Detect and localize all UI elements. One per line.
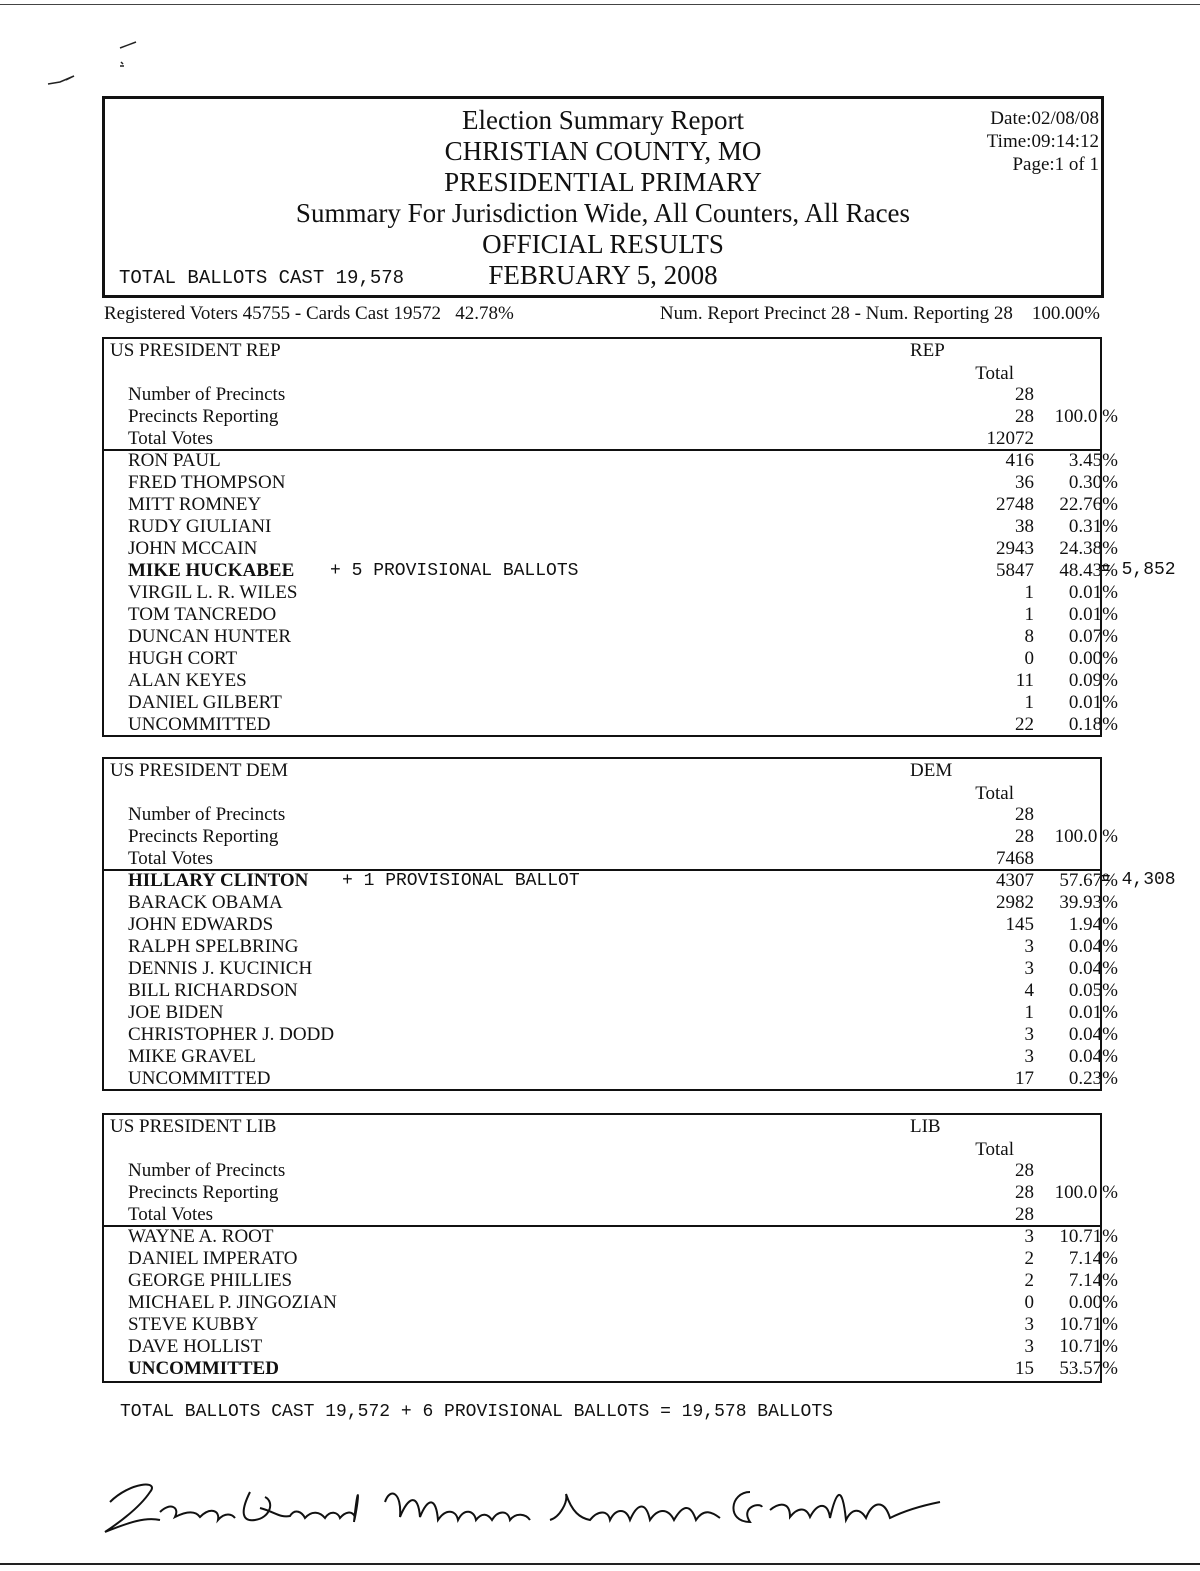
county-name: CHRISTIAN COUNTY, MO	[444, 136, 762, 166]
race-party: REP	[910, 340, 945, 361]
row-votes: 7468	[996, 848, 1034, 869]
election-name: PRESIDENTIAL PRIMARY	[444, 167, 762, 197]
row-percent: 0.31%	[1068, 516, 1118, 537]
row-percent: 0.04%	[1068, 1046, 1118, 1067]
row-label: Number of Precincts	[128, 384, 286, 405]
candidate-row	[128, 980, 1118, 1002]
row-percent: 0.30%	[1068, 472, 1118, 493]
row-label: UNCOMMITTED	[128, 1068, 271, 1089]
row-label: STEVE KUBBY	[128, 1314, 259, 1335]
row-percent: 100.0 %	[1054, 1182, 1118, 1203]
row-label: RON PAUL	[128, 450, 221, 471]
candidate-row	[128, 936, 1118, 958]
stat-row	[128, 1182, 1118, 1204]
adjusted-total-rep: = 5,852	[1100, 560, 1176, 580]
row-votes: 2	[1024, 1270, 1034, 1291]
candidate-row	[128, 1002, 1118, 1024]
row-votes: 15	[1015, 1358, 1034, 1379]
row-label: MICHAEL P. JINGOZIAN	[128, 1292, 337, 1313]
stat-row	[128, 384, 1100, 406]
row-label: Precincts Reporting	[128, 406, 279, 427]
row-votes: 36	[1015, 472, 1034, 493]
election-date: FEBRUARY 5, 2008	[488, 260, 718, 290]
row-percent: 0.01%	[1068, 582, 1118, 603]
summary-scope: Summary For Jurisdiction Wide, All Counters, All Races	[295, 198, 911, 228]
adjusted-total-dem: = 4,308	[1100, 870, 1176, 890]
race-title: US PRESIDENT LIB	[110, 1116, 277, 1137]
footer-total-ballots: TOTAL BALLOTS CAST 19,572 + 6 PROVISIONAL BALLOTS = 19,578 BALLOTS	[120, 1402, 833, 1422]
row-percent: 0.04%	[1068, 936, 1118, 957]
row-label: MIKE GRAVEL	[128, 1046, 256, 1067]
candidate-row	[128, 494, 1118, 516]
race-party: LIB	[910, 1116, 941, 1137]
row-label: TOM TANCREDO	[128, 604, 277, 625]
row-label: BILL RICHARDSON	[128, 980, 298, 1001]
row-votes: 0	[1024, 1292, 1034, 1313]
row-label: DAVE HOLLIST	[128, 1336, 263, 1357]
candidate-row	[128, 1226, 1118, 1248]
row-percent: 0.18%	[1068, 714, 1118, 735]
row-percent: 0.04%	[1068, 1024, 1118, 1045]
row-label: DANIEL IMPERATO	[128, 1248, 298, 1269]
row-label: WAYNE A. ROOT	[128, 1226, 274, 1247]
candidate-row	[128, 870, 1118, 892]
candidate-row	[128, 1314, 1118, 1336]
row-label: BARACK OBAMA	[128, 892, 283, 913]
stat-row	[128, 428, 1100, 450]
row-votes: 1	[1024, 582, 1034, 603]
candidate-row	[128, 1358, 1118, 1380]
row-label: DUNCAN HUNTER	[128, 626, 292, 647]
row-label: JOE BIDEN	[128, 1002, 224, 1023]
candidate-row	[128, 1248, 1118, 1270]
row-percent: 3.45%	[1068, 450, 1118, 471]
precinct-reporting-summary: Num. Report Precinct 28 - Num. Reporting 28 100.00%	[659, 303, 1100, 324]
row-percent: 100.0 %	[1054, 826, 1118, 847]
row-percent: 48.43%	[1059, 560, 1118, 581]
row-percent: 0.01%	[1068, 604, 1118, 625]
scan-bottom-edge	[0, 1563, 1200, 1565]
scan-top-edge	[0, 0, 1200, 5]
row-label: Total Votes	[128, 428, 214, 449]
candidate-row	[128, 1046, 1118, 1068]
row-percent: 0.01%	[1068, 692, 1118, 713]
candidate-row	[128, 1292, 1118, 1314]
row-label: JOHN EDWARDS	[128, 914, 274, 935]
total-column-header: Total	[975, 1139, 1014, 1160]
total-column-header: Total	[975, 363, 1014, 384]
row-votes: 0	[1024, 648, 1034, 669]
stat-row	[128, 826, 1118, 848]
row-votes: 28	[1015, 1182, 1034, 1203]
stat-row	[128, 1204, 1100, 1226]
row-votes: 3	[1024, 1314, 1034, 1335]
row-percent: 0.00%	[1068, 648, 1118, 669]
candidate-row	[128, 914, 1118, 936]
row-votes: 2982	[996, 892, 1034, 913]
row-percent: 1.94%	[1068, 914, 1118, 935]
row-label: CHRISTOPHER J. DODD	[128, 1024, 335, 1045]
row-label: DENNIS J. KUCINICH	[128, 958, 313, 979]
race-title: US PRESIDENT DEM	[110, 760, 289, 781]
row-votes: 11	[1015, 670, 1034, 691]
row-votes: 28	[1015, 406, 1034, 427]
row-label: Precincts Reporting	[128, 826, 279, 847]
row-votes: 3	[1024, 1226, 1034, 1247]
row-percent: 0.01%	[1068, 1002, 1118, 1023]
candidate-row	[128, 892, 1118, 914]
row-percent: 10.71%	[1059, 1336, 1118, 1357]
signatures	[90, 1462, 990, 1552]
row-label: Total Votes	[128, 848, 214, 869]
row-votes: 22	[1015, 714, 1034, 735]
row-label: Total Votes	[128, 1204, 214, 1225]
candidate-row	[128, 1024, 1118, 1046]
row-percent: 0.05%	[1068, 980, 1118, 1001]
stat-row	[128, 1160, 1100, 1182]
race-party: DEM	[910, 760, 953, 781]
candidate-row	[128, 582, 1118, 604]
stat-row	[128, 406, 1118, 428]
row-label: GEORGE PHILLIES	[128, 1270, 293, 1291]
row-votes: 4	[1024, 980, 1034, 1001]
candidate-row	[128, 692, 1118, 714]
candidate-row	[128, 516, 1118, 538]
row-votes: 2748	[996, 494, 1034, 515]
candidate-row	[128, 714, 1118, 736]
row-votes: 416	[1005, 450, 1034, 471]
candidate-row	[128, 1068, 1118, 1090]
row-label: VIRGIL L. R. WILES	[128, 582, 298, 603]
results-status: OFFICIAL RESULTS	[482, 229, 724, 259]
row-label: ALAN KEYES	[128, 670, 247, 691]
row-votes: 28	[1015, 826, 1034, 847]
row-votes: 28	[1015, 804, 1034, 825]
row-votes: 38	[1015, 516, 1034, 537]
candidate-row	[128, 538, 1118, 560]
row-percent: 0.23%	[1068, 1068, 1118, 1089]
candidate-row	[128, 1270, 1118, 1292]
registered-voters-summary: Registered Voters 45755 - Cards Cast 19572 42.78%	[104, 303, 514, 324]
row-percent: 10.71%	[1059, 1226, 1118, 1247]
candidate-row	[128, 958, 1118, 980]
row-votes: 28	[1015, 1204, 1034, 1225]
row-percent: 7.14%	[1068, 1248, 1118, 1269]
row-votes: 1	[1024, 604, 1034, 625]
row-label: HILLARY CLINTON	[128, 870, 309, 891]
row-votes: 2943	[996, 538, 1034, 559]
row-percent: 0.07%	[1068, 626, 1118, 647]
race-us-president-dem	[102, 757, 1118, 1091]
stat-row	[128, 848, 1100, 870]
stat-row	[128, 804, 1100, 826]
row-votes: 12072	[986, 428, 1034, 449]
row-percent: 7.14%	[1068, 1270, 1118, 1291]
row-label: RALPH SPELBRING	[128, 936, 299, 957]
row-votes: 28	[1015, 384, 1034, 405]
candidate-row	[128, 472, 1118, 494]
header-total-ballots: TOTAL BALLOTS CAST 19,578	[119, 267, 405, 289]
row-percent: 100.0 %	[1054, 406, 1118, 427]
row-percent: 57.67%	[1059, 870, 1118, 891]
row-votes: 3	[1024, 1024, 1034, 1045]
row-label: MIKE HUCKABEE	[128, 560, 295, 581]
row-label: UNCOMMITTED	[128, 1358, 279, 1379]
provisional-note: + 1 PROVISIONAL BALLOT	[342, 871, 580, 891]
row-label: Number of Precincts	[128, 804, 286, 825]
row-votes: 145	[1005, 914, 1034, 935]
report-title: Election Summary Report	[462, 105, 744, 135]
row-percent: 39.93%	[1059, 892, 1118, 913]
row-label: MITT ROMNEY	[128, 494, 262, 515]
row-votes: 3	[1024, 958, 1034, 979]
row-label: RUDY GIULIANI	[128, 516, 272, 537]
race-title: US PRESIDENT REP	[110, 340, 281, 361]
row-label: Precincts Reporting	[128, 1182, 279, 1203]
race-us-president-rep	[102, 337, 1118, 737]
candidate-row	[128, 626, 1118, 648]
row-votes: 4307	[996, 870, 1034, 891]
row-label: FRED THOMPSON	[128, 472, 286, 493]
row-votes: 1	[1024, 692, 1034, 713]
row-label: DANIEL GILBERT	[128, 692, 282, 713]
row-votes: 8	[1024, 626, 1034, 647]
report-header	[102, 96, 1104, 298]
row-percent: 53.57%	[1059, 1358, 1118, 1379]
row-percent: 10.71%	[1059, 1314, 1118, 1335]
candidate-row	[128, 648, 1118, 670]
row-percent: 0.04%	[1068, 958, 1118, 979]
row-votes: 3	[1024, 936, 1034, 957]
row-label: Number of Precincts	[128, 1160, 286, 1181]
provisional-note: + 5 PROVISIONAL BALLOTS	[330, 561, 579, 581]
row-votes: 2	[1024, 1248, 1034, 1269]
row-percent: 0.09%	[1068, 670, 1118, 691]
row-label: JOHN MCCAIN	[128, 538, 258, 559]
row-votes: 1	[1024, 1002, 1034, 1023]
report-time: Time:09:14:12	[986, 131, 1099, 152]
candidate-row	[128, 1336, 1118, 1358]
stray-pen-marks	[40, 36, 150, 96]
candidate-row	[128, 560, 1118, 582]
row-percent: 22.76%	[1059, 494, 1118, 515]
row-votes: 3	[1024, 1336, 1034, 1357]
row-percent: 0.00%	[1068, 1292, 1118, 1313]
row-votes: 3	[1024, 1046, 1034, 1067]
candidate-row	[128, 450, 1118, 472]
report-page: Page:1 of 1	[1012, 154, 1099, 175]
row-votes: 17	[1015, 1068, 1034, 1089]
total-column-header: Total	[975, 783, 1014, 804]
row-votes: 5847	[996, 560, 1034, 581]
row-label: UNCOMMITTED	[128, 714, 271, 735]
report-date: Date:02/08/08	[990, 108, 1099, 129]
row-label: HUGH CORT	[128, 648, 238, 669]
candidate-row	[128, 670, 1118, 692]
candidate-row	[128, 604, 1118, 626]
row-percent: 24.38%	[1059, 538, 1118, 559]
race-us-president-lib	[102, 1113, 1118, 1383]
row-votes: 28	[1015, 1160, 1034, 1181]
